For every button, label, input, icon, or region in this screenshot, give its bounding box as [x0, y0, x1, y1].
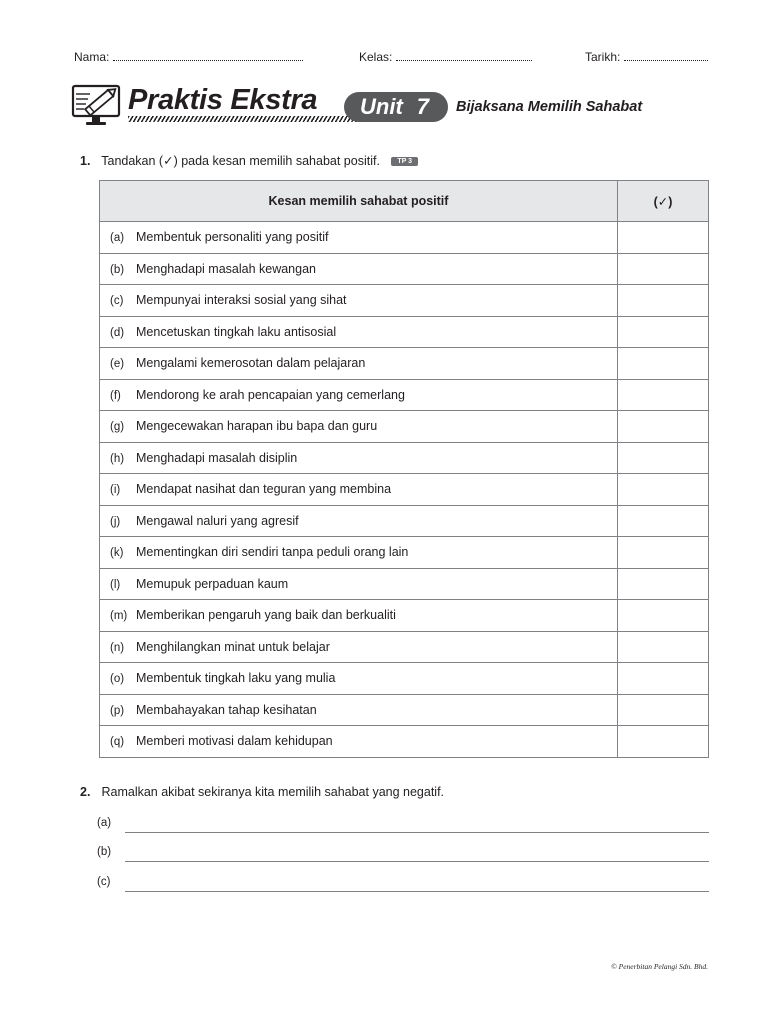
answer-line-a[interactable]: [97, 817, 709, 833]
answer-line-b[interactable]: [97, 846, 709, 862]
item-text: Menghilangkan minat untuk belajar: [136, 639, 330, 654]
table-row: [100, 348, 709, 380]
item-text: Mementingkan diri sendiri tanpa peduli orang lain: [136, 545, 409, 560]
item-letter: (q): [110, 736, 125, 749]
checkmark-cell[interactable]: [618, 663, 709, 695]
item-letter: (l): [110, 578, 121, 591]
item-text: Memupuk perpaduan kaum: [136, 576, 289, 591]
checkmark-cell[interactable]: [618, 568, 709, 600]
answer-line-c[interactable]: [97, 876, 709, 892]
item-letter: (m): [110, 610, 128, 623]
table-row: [100, 726, 709, 758]
student-info-row: [74, 50, 710, 66]
checkmark-cell[interactable]: [618, 600, 709, 632]
table-row: [100, 631, 709, 663]
kelas-label: Kelas:: [359, 50, 393, 64]
table-row: [100, 411, 709, 443]
effect-cell: [100, 568, 618, 600]
question-2-text: Ramalkan akibat sekiranya kita memilih sahabat yang negatif.: [101, 785, 445, 799]
table-header-row: [100, 181, 709, 222]
item-letter: (c): [110, 295, 124, 308]
checkmark-cell[interactable]: [618, 348, 709, 380]
item-letter: (e): [110, 358, 125, 371]
answer-label-b: (b): [97, 846, 112, 858]
question-2-number: 2.: [80, 785, 91, 799]
tarikh-blank[interactable]: [624, 50, 708, 61]
effect-cell: [100, 726, 618, 758]
item-letter: (n): [110, 641, 125, 654]
answer-rule-c[interactable]: [125, 891, 709, 892]
nama-field[interactable]: [74, 50, 303, 64]
page-title: Praktis Ekstra: [128, 84, 318, 116]
effect-cell: [100, 505, 618, 537]
checkmark-cell[interactable]: [618, 316, 709, 348]
item-text: Mencetuskan tingkah laku antisosial: [136, 324, 337, 339]
item-text: Membentuk tingkah laku yang mulia: [136, 671, 336, 686]
unit-subtitle: Bijaksana Memilih Sahabat: [456, 99, 643, 115]
table-row: [100, 600, 709, 632]
effects-table: [99, 180, 709, 758]
effect-cell: [100, 316, 618, 348]
table-row: [100, 379, 709, 411]
checkmark-cell[interactable]: [618, 379, 709, 411]
effect-cell: [100, 442, 618, 474]
unit-badge: [344, 92, 448, 122]
tarikh-field[interactable]: [585, 50, 708, 64]
kelas-blank[interactable]: [396, 50, 532, 61]
effect-cell: [100, 600, 618, 632]
effect-cell: [100, 222, 618, 254]
effect-cell: [100, 348, 618, 380]
checkmark-cell[interactable]: [618, 474, 709, 506]
checkmark-cell[interactable]: [618, 253, 709, 285]
table-row: [100, 442, 709, 474]
checkmark-cell[interactable]: [618, 631, 709, 663]
item-letter: (d): [110, 326, 125, 339]
item-letter: (g): [110, 421, 125, 434]
effect-cell: [100, 285, 618, 317]
effect-cell: [100, 694, 618, 726]
item-letter: (o): [110, 673, 125, 686]
item-text: Mengawal naluri yang agresif: [136, 513, 299, 528]
checkmark-cell[interactable]: [618, 694, 709, 726]
item-text: Memberikan pengaruh yang baik dan berkualiti: [136, 608, 396, 623]
item-text: Mengecewakan harapan ibu bapa dan guru: [136, 419, 378, 434]
table-row: [100, 474, 709, 506]
table-row: [100, 285, 709, 317]
checkmark-cell[interactable]: [618, 442, 709, 474]
checkmark-cell[interactable]: [618, 505, 709, 537]
item-text: Mendorong ke arah pencapaian yang cemerlang: [136, 387, 405, 402]
unit-label: Unit: [360, 94, 403, 119]
question-2: [80, 785, 444, 799]
nama-label: Nama:: [74, 50, 110, 64]
table-row: [100, 222, 709, 254]
table-row: [100, 568, 709, 600]
checkmark-cell[interactable]: [618, 285, 709, 317]
item-text: Menghadapi masalah disiplin: [136, 450, 298, 465]
item-text: Mengalami kemerosotan dalam pelajaran: [136, 356, 366, 371]
table-row: [100, 694, 709, 726]
pencil-monitor-icon: [70, 82, 122, 128]
checkmark-cell[interactable]: [618, 726, 709, 758]
item-letter: (h): [110, 452, 125, 465]
answer-label-c: (c): [97, 876, 111, 888]
tp-badge: TP 3: [391, 157, 418, 166]
item-text: Membentuk personaliti yang positif: [136, 230, 329, 245]
effect-cell: [100, 379, 618, 411]
effect-cell: [100, 631, 618, 663]
nama-blank[interactable]: [113, 50, 303, 61]
title-stripe: [128, 116, 358, 122]
copyright-footer: © Penerbitan Pelangi Sdn. Bhd.: [611, 962, 708, 971]
table-row: [100, 505, 709, 537]
table-row: [100, 316, 709, 348]
question-1-number: 1.: [80, 154, 91, 168]
table-row: [100, 663, 709, 695]
item-letter: (j): [110, 515, 121, 528]
answer-rule-a[interactable]: [125, 832, 709, 833]
answer-label-a: (a): [97, 817, 112, 829]
item-letter: (b): [110, 263, 125, 276]
item-letter: (a): [110, 232, 125, 245]
item-letter: (p): [110, 704, 125, 717]
item-letter: (f): [110, 389, 121, 402]
answer-rule-b[interactable]: [125, 861, 709, 862]
item-letter: (k): [110, 547, 124, 560]
question-1: [80, 153, 418, 168]
table-row: [100, 253, 709, 285]
item-text: Membahayakan tahap kesihatan: [136, 702, 317, 717]
checkmark-cell[interactable]: [618, 537, 709, 569]
header-check: (✓): [618, 181, 709, 222]
effect-cell: [100, 474, 618, 506]
item-text: Menghadapi masalah kewangan: [136, 261, 316, 276]
checkmark-cell[interactable]: [618, 411, 709, 443]
question-1-text: Tandakan (✓) pada kesan memilih sahabat positif.: [101, 154, 380, 168]
effect-cell: [100, 663, 618, 695]
header-effect: Kesan memilih sahabat positif: [100, 181, 618, 222]
unit-number: 7: [416, 94, 430, 119]
item-text: Memberi motivasi dalam kehidupan: [136, 734, 333, 749]
tarikh-label: Tarikh:: [585, 50, 621, 64]
item-text: Mendapat nasihat dan teguran yang membina: [136, 482, 392, 497]
table-row: [100, 537, 709, 569]
effect-cell: [100, 537, 618, 569]
item-text: Mempunyai interaksi sosial yang sihat: [136, 293, 347, 308]
checkmark-cell[interactable]: [618, 222, 709, 254]
effect-cell: [100, 253, 618, 285]
item-letter: (i): [110, 484, 121, 497]
kelas-field[interactable]: [359, 50, 532, 64]
page-header: [70, 82, 710, 128]
effect-cell: [100, 411, 618, 443]
